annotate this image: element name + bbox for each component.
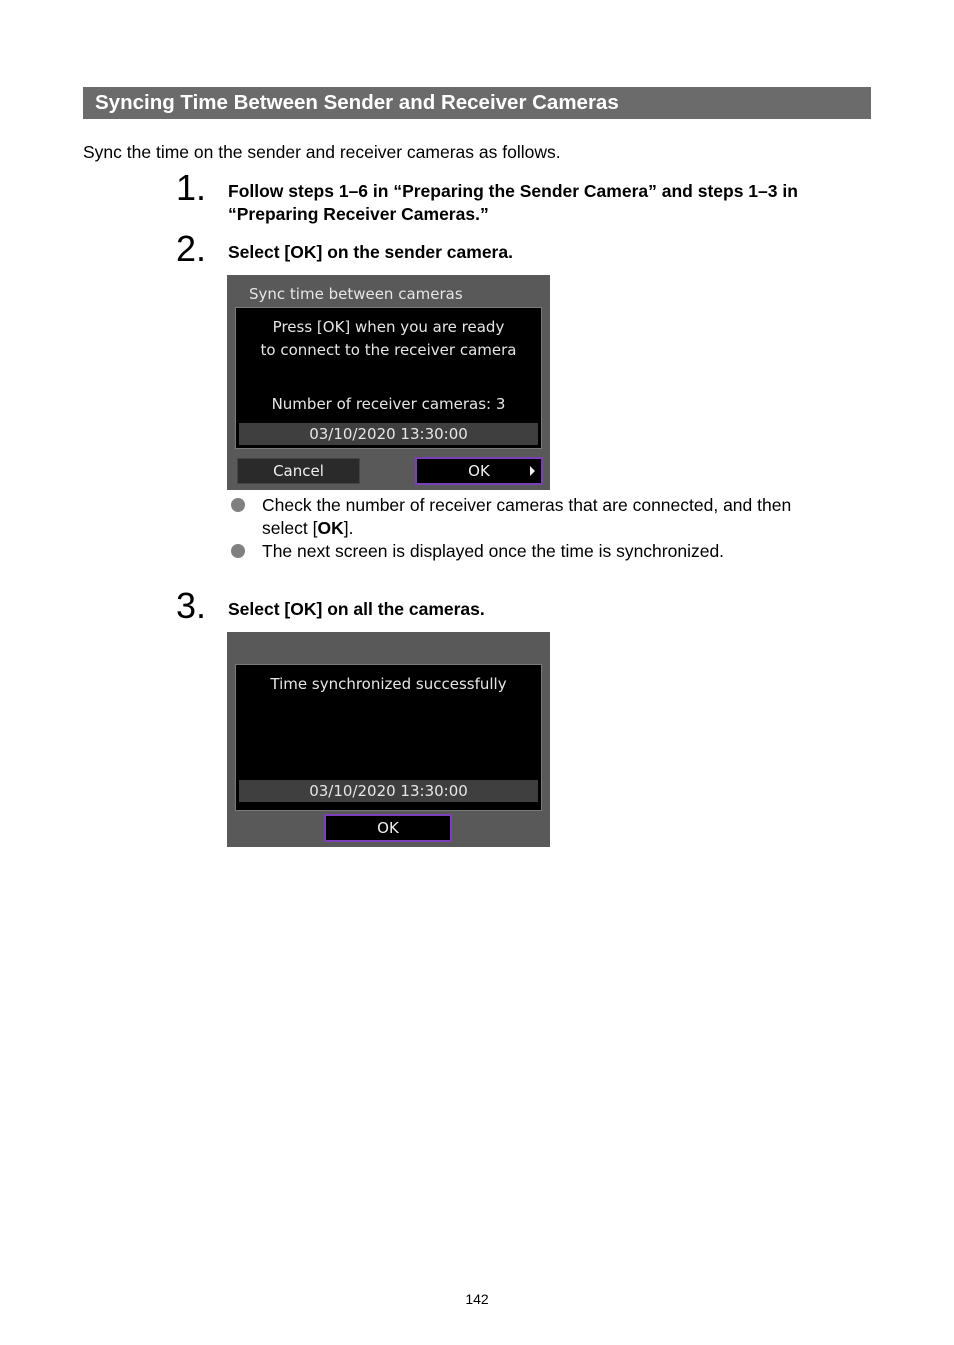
- step-1-line-2: “Preparing Receiver Cameras.”: [228, 204, 489, 224]
- arrow-right-icon: [530, 466, 535, 476]
- camera-screen-synced: [227, 632, 550, 847]
- intro-text: Sync the time on the sender and receiver cameras as follows.: [83, 142, 561, 162]
- step-3-text: Select [OK] on all the cameras.: [228, 599, 485, 619]
- step-2-number: 2.: [176, 228, 207, 269]
- screen-panel: [235, 664, 542, 811]
- step-3-number: 3.: [176, 585, 207, 626]
- bullet-1: [262, 494, 862, 540]
- receiver-count: Number of receiver cameras: 3: [271, 395, 506, 413]
- cancel-button[interactable]: Cancel: [237, 458, 360, 484]
- step-1-number: 1.: [176, 167, 207, 208]
- sync-success-message: Time synchronized successfully: [270, 675, 507, 693]
- ok-button-label: OK: [468, 462, 490, 480]
- ok-button[interactable]: OK: [324, 814, 452, 842]
- bullet-icon: [231, 544, 245, 558]
- camera-screen-sync: [227, 275, 550, 490]
- screen-message-line-1: Press [OK] when you are ready: [272, 318, 505, 336]
- section-header: [83, 87, 871, 119]
- page-number: 142: [465, 1291, 489, 1307]
- bullet-1-line-2: select [OK].: [262, 518, 354, 538]
- bullet-1-line-1: Check the number of receiver cameras that are connected, and then: [262, 495, 792, 515]
- ok-button[interactable]: [415, 457, 543, 485]
- screen-datetime: 03/10/2020 13:30:00: [239, 423, 538, 445]
- screen-panel: [235, 307, 542, 449]
- step-1-text: [228, 180, 868, 226]
- bullet-2: The next screen is displayed once the time is synchronized.: [262, 541, 725, 561]
- screen-title: Sync time between cameras: [249, 285, 463, 303]
- section-title: Syncing Time Between Sender and Receiver Cameras: [95, 91, 619, 114]
- screen-datetime: 03/10/2020 13:30:00: [239, 780, 538, 802]
- step-1-line-1: Follow steps 1–6 in “Preparing the Sender Camera” and steps 1–3 in: [228, 181, 798, 201]
- step-2-text: Select [OK] on the sender camera.: [228, 242, 513, 262]
- bullet-icon: [231, 498, 245, 512]
- screen-message-line-2: to connect to the receiver camera: [260, 341, 517, 359]
